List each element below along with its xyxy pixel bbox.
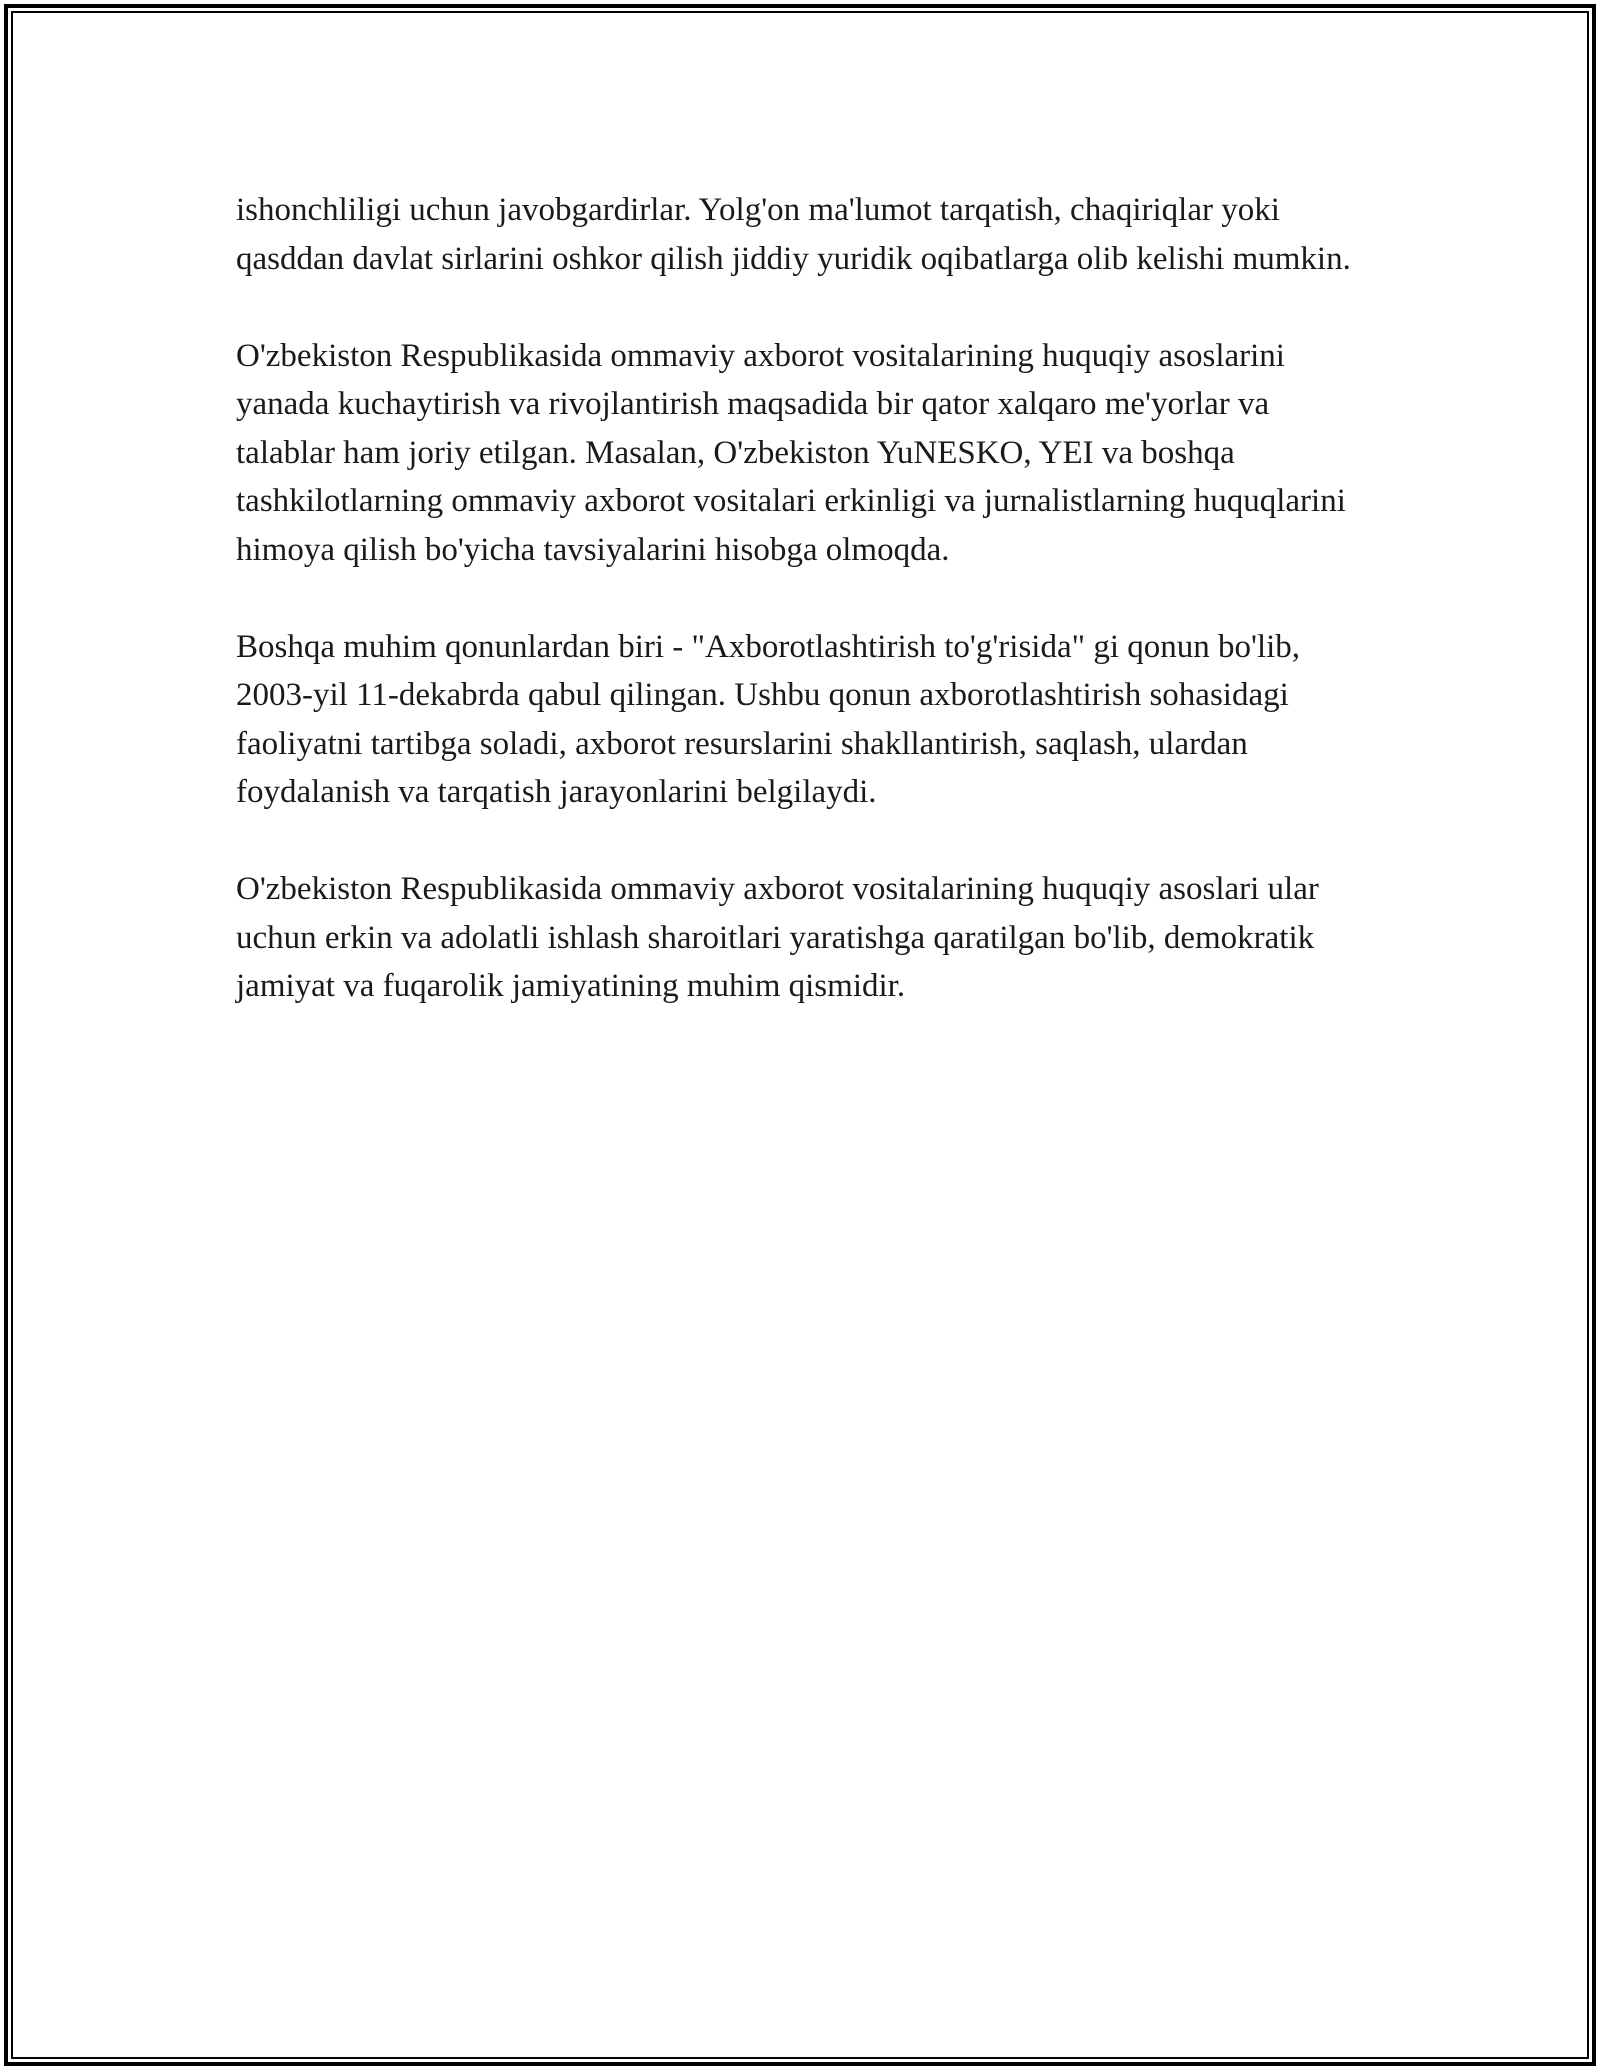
paragraph-1: ishonchliligi uchun javobgardirlar. Yolg'on ma'lumot tarqatish, chaqiriqlar yoki qasddan davlat sirlarini oshkor qilish jiddiy yuridik oqibatlarga olib kelishi mumkin. bbox=[236, 192, 1351, 277]
paragraph-2: O'zbekiston Respublikasida ommaviy axborot vositalarining huquqiy asoslarini yanada kuchaytirish va rivojlantirish maqsadida bir qator xalqaro me'yorlar va talablar ham joriy etilgan. Masalan, O'zbekiston YuNESKO, YEI va boshqa tashkilotlarning ommaviy axborot vositalari erkinligi va jurnalistlarning huquqlarini himoya qilish bo'yicha tavsiyalarini hisobga olmoqda. bbox=[236, 337, 1346, 568]
paragraph-4: O'zbekiston Respublikasida ommaviy axborot vositalarining huquqiy asoslari ular uchun erkin va adolatli ishlash sharoitlari yaratishga qaratilgan bo'lib, demokratik jamiyat va fuqarolik jamiyatining muhim qismidir. bbox=[236, 871, 1319, 1004]
document-body bbox=[236, 186, 1366, 1059]
paragraph-3: Boshqa muhim qonunlardan biri - "Axborotlashtirish to'g'risida" gi qonun bo'lib, 2003-yil 11-dekabrda qabul qilingan. Ushbu qonun axborotlashtirish sohasidagi faoliyatni tartibga soladi, axborot resurslarini shakllantirish, saqlash, ulardan foydalanish va tarqatish jarayonlarini belgilaydi. bbox=[236, 628, 1301, 810]
